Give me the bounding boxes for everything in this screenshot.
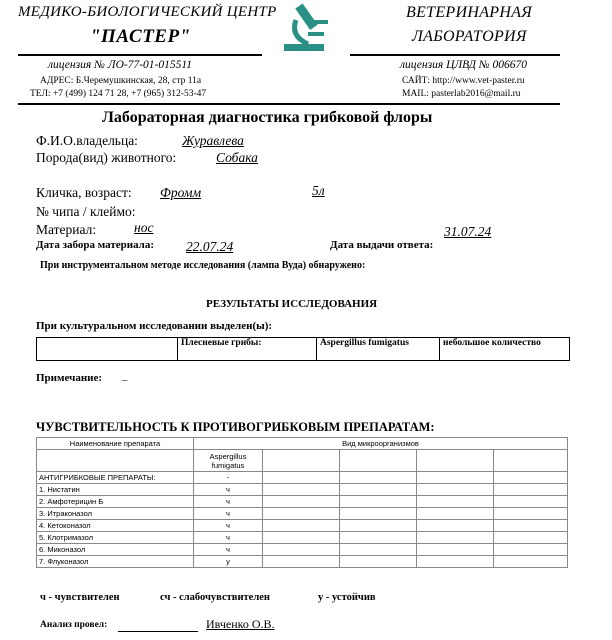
date-issued-value: 31.07.24 <box>444 224 492 239</box>
legend-resistant: у - устойчив <box>318 592 376 603</box>
col-drug-header: Наименование препарата <box>37 438 194 450</box>
organism-header: Aspergillus fumigatus <box>194 450 263 472</box>
mail: MAIL: pasterlab2016@mail.ru <box>402 89 521 99</box>
legend-sensitive: ч - чувствителен <box>40 592 120 603</box>
signature-line <box>118 631 198 632</box>
center-name: "ПАСТЕР" <box>90 26 191 47</box>
culture-cell: Плесневые грибы: <box>178 338 317 361</box>
analyst-value: Ивченко О.В. <box>206 617 275 631</box>
address: АДРЕС: Б.Черемушкинская, 28, стр 11а <box>40 76 202 86</box>
license-right: лицензия ЦЛВД № 006670 <box>400 59 527 71</box>
note-label: Примечание: <box>36 372 103 384</box>
sensitivity-table <box>36 437 568 568</box>
legend-moderate: сч - слабочувствителен <box>160 592 270 603</box>
culture-label: При культуральном исследовании выделен(ы): <box>36 320 273 332</box>
culture-table <box>36 337 570 361</box>
table-row: 2. Амфотерицин Б ч <box>37 496 568 508</box>
name-value: Фромм <box>160 185 202 200</box>
chip-label: № чипа / клеймо: <box>36 204 136 219</box>
table-row: 3. Итраконазол ч <box>37 508 568 520</box>
site: САЙТ: http://www.vet-paster.ru <box>402 76 525 86</box>
material-value: нос <box>134 220 154 235</box>
age-value: 5л <box>312 183 325 198</box>
lab-name: ЛАБОРАТОРИЯ <box>412 28 527 45</box>
sensitivity-title: ЧУВСТВИТЕЛЬНОСТЬ К ПРОТИВОГРИБКОВЫМ ПРЕПАРАТАМ: <box>36 420 435 434</box>
license-left: лицензия № ЛО-77-01-015511 <box>48 59 193 71</box>
culture-cell: Aspergillus fumigatus <box>317 338 440 361</box>
date-taken-label: Дата забора материала: <box>36 239 155 251</box>
table-row: 4. Кетоконазол ч <box>37 520 568 532</box>
material-label: Материал: <box>36 222 97 237</box>
owner-value: Журавлева <box>182 133 244 148</box>
culture-cell <box>37 338 178 361</box>
results-title: РЕЗУЛЬТАТЫ ИССЛЕДОВАНИЯ <box>206 298 378 310</box>
wood-lamp-text: При инструментальном методе исследования (лампа Вуда) обнаружено: <box>40 260 366 271</box>
microscope-logo-icon <box>278 0 338 52</box>
phone: ТЕЛ: +7 (499) 124 71 28, +7 (965) 312-53-47 <box>30 89 207 99</box>
col-micro-header: Вид микроорганизмов <box>194 438 568 450</box>
table-row: 7. Флуконазол у <box>37 556 568 568</box>
breed-value: Собака <box>216 150 258 165</box>
page-title: Лабораторная диагностика грибковой флоры <box>102 109 433 126</box>
table-row: 1. Нистатин ч <box>37 484 568 496</box>
date-taken-value: 22.07.24 <box>186 239 234 254</box>
culture-row <box>37 338 570 361</box>
center-title: МЕДИКО-БИОЛОГИЧЕСКИЙ ЦЕНТР <box>18 4 277 20</box>
table-row: АНТИГРИБКОВЫЕ ПРЕПАРАТЫ: - <box>37 472 568 484</box>
date-issued-label: Дата выдачи ответа: <box>330 239 434 251</box>
lab-title: ВЕТЕРИНАРНАЯ <box>406 4 533 21</box>
header-rule-left <box>18 54 262 56</box>
header-bottom-rule <box>18 103 560 105</box>
name-label: Кличка, возраст: <box>36 185 132 200</box>
culture-cell: небольшое количество <box>440 338 570 361</box>
analyst-label: Анализ провел: <box>40 620 108 630</box>
owner-label: Ф.И.О.владельца: <box>36 133 138 148</box>
breed-label: Порода(вид) животного: <box>36 150 177 165</box>
table-row: 5. Клотримазол ч <box>37 532 568 544</box>
note-value: _ <box>122 370 128 382</box>
header-rule-right <box>350 54 560 56</box>
table-row: 6. Миконазол ч <box>37 544 568 556</box>
